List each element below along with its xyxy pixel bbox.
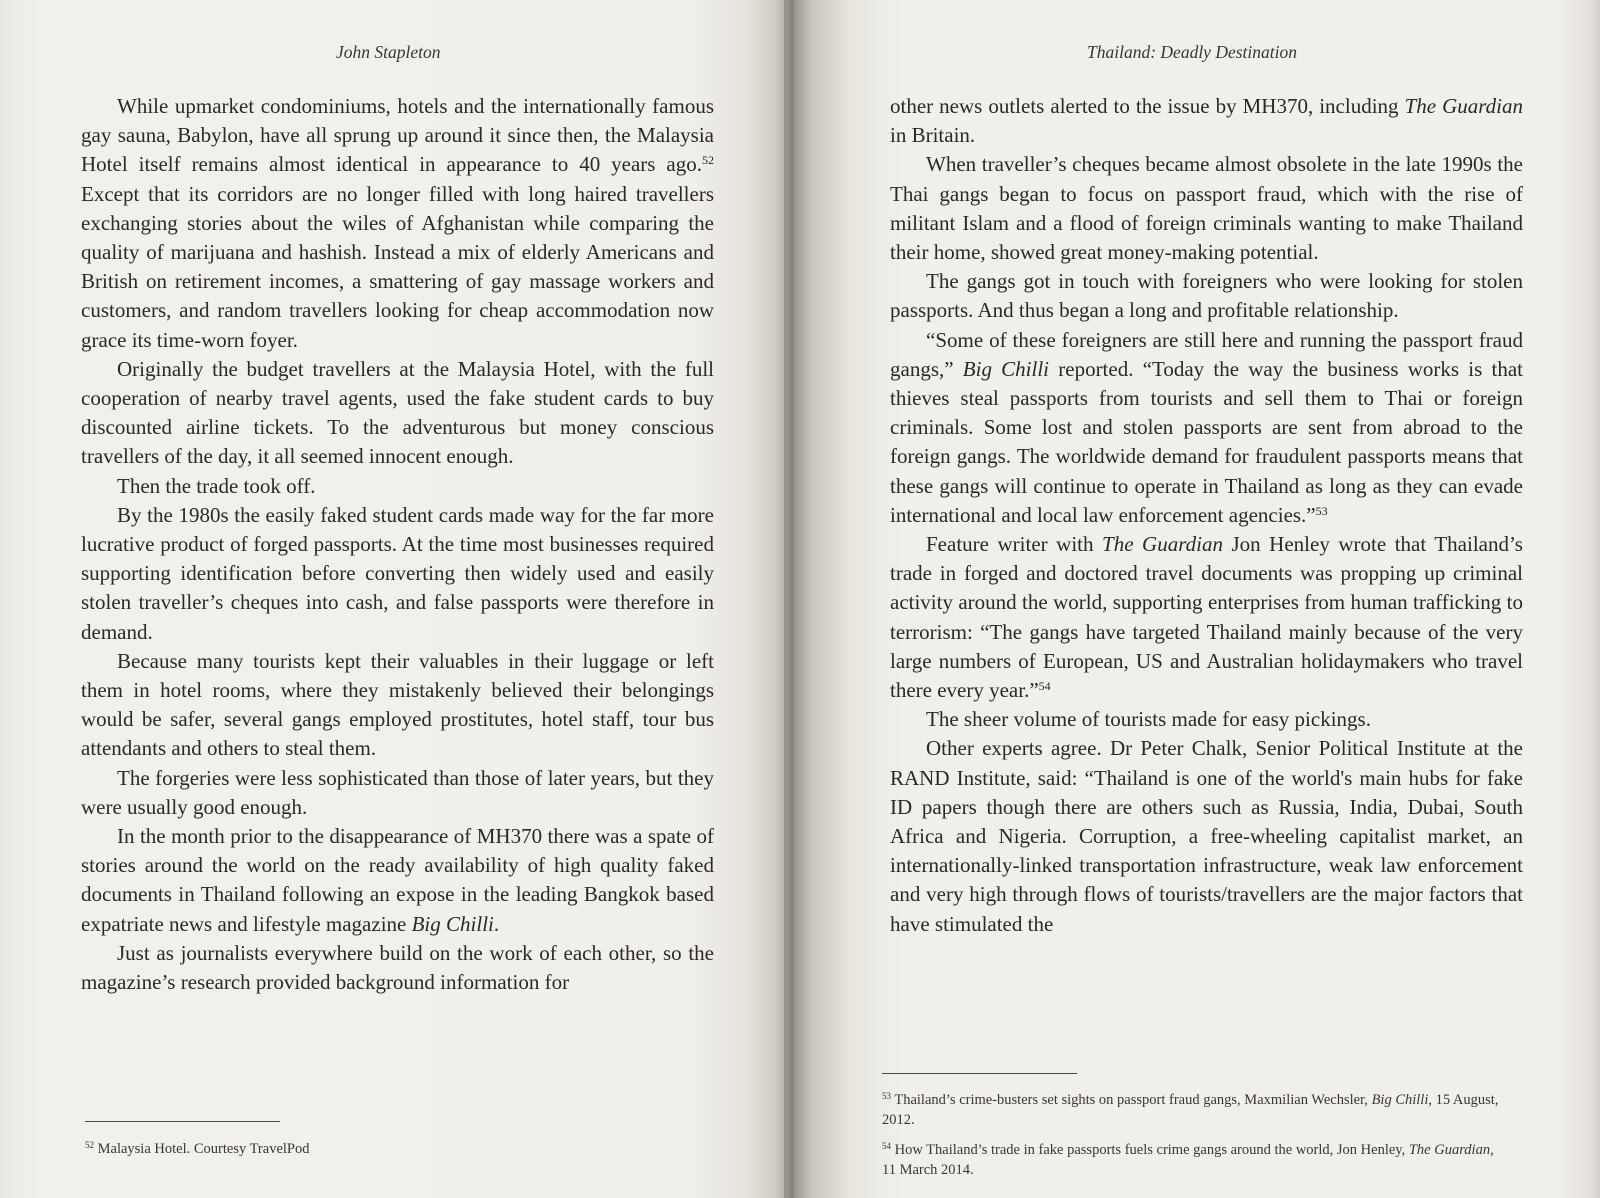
paragraph: Then the trade took off. [117,473,316,498]
running-head-title: Thailand: Deadly Destination [1087,42,1297,62]
paragraph: When traveller’s cheques became almost obsolete in the late 1990s the Thai gangs began to focus on passport fraud, which with the rise of militant Islam and a flood of foreign criminals wanting to make Thailand their home, showed great money-making potential. [890,152,1523,265]
paragraph: The forgeries were less sophisticated than those of later years, but they were usually good enough. [81,765,714,819]
paragraph: Other experts agree. Dr Peter Chalk, Senior Political Institute at the RAND Institute, said: “Thailand is one of the world's main hubs for fake ID papers though there are others such as Russia, India, Dubai, South Africa and Nigeria. Corruption, a free-wheeling capitalist market, an internationally-linked transportation infrastructure, weak law enforcement and very high through flows of tourists/travellers are the major factors that have stimulated the [890,736,1523,936]
publication-title: Big Chilli [962,356,1050,381]
right-page [790,0,1600,1198]
footnote: $^{53}$ Thailand’s crime-busters set sights on passport fraud gangs, Maxmilian Wechsler, Big Chilli, 15 August, 2012. [882,1091,1499,1128]
running-head-author: John Stapleton [336,42,441,62]
paragraph: While upmarket condominiums, hotels and the internationally famous gay sauna, Babylon, have all sprung up around it since then, the Malaysia Hotel itself remains almost identical in appearance to 40 years ago.$^{52}$ Except that its corridors are no longer filled with long haired travellers exchanging stories about the wiles of Afghanistan while comparing the quality of marijuana and hashish. Instead a mix of elderly Americans and British on retirement incomes, a smattering of gay massage workers and customers, and random travellers looking for cheap accommodation now grace its time-worn foyer. [81,94,714,352]
paragraph: In the month prior to the disappearance of MH370 there was a spate of stories around the world on the ready availability of high quality faked documents in Thailand following an expose in the leading Bangkok based expatriate news and lifestyle magazine Big Chilli. [81,824,714,936]
footnote-rule [882,1073,1077,1074]
paragraph: By the 1980s the easily faked student cards made way for the far more lucrative product of forged passports. At the time most businesses required supporting identification before converting then widely used and easily stolen traveller’s cheques into cash, and false passports were therefore in demand. [81,502,714,644]
footnote-ref: 54 [1038,679,1051,694]
paragraph: other news outlets alerted to the issue by MH370, including The Guardian in Britain. [890,94,1523,148]
left-page [0,0,790,1198]
paragraph: Feature writer with The Guardian Jon Henley wrote that Thailand’s trade in forged and doctored travel documents was propping up criminal activity around the world, supporting enterprises from human trafficking to terrorism: “The gangs have targeted Thailand mainly because of the very large numbers of European, US and Australian holidaymakers who travel there every year.”$^{54}$ [890,532,1523,703]
paragraph: The sheer volume of tourists made for easy pickings. [926,707,1371,732]
footnote: $^{54}$ How Thailand’s trade in fake passports fuels crime gangs around the world, Jon Henley, The Guardian, 11 March 2014. [882,1141,1494,1178]
paragraph: Because many tourists kept their valuables in their luggage or left them in hotel rooms, where they mistakenly believed their belongings would be safer, several gangs employed prostitutes, hotel staff, tour bus attendants and others to steal them. [81,648,714,761]
left-body-text [81,92,714,997]
publication-title: Big Chilli [411,911,494,936]
left-footnotes [85,1139,705,1169]
footnote: $^{52}$ Malaysia Hotel. Courtesy TravelPod [85,1140,310,1157]
right-body-text [890,92,1523,939]
footnote-ref: 53 [1315,503,1328,518]
paragraph: “Some of these foreigners are still here and running the passport fraud gangs,” Big Chilli reported. “Today the way the business works is that thieves steal passports from tourists and sell them to Thai or foreign criminals. Some lost and stolen passports are sent from abroad to the foreign gangs. The worldwide demand for fraudulent passports means that these gangs will continue to operate in Thailand as long as they can evade international and local law enforcement agencies.”$^{53}$ [890,327,1523,527]
paragraph: The gangs got in touch with foreigners who were looking for stolen passports. And thus began a long and profitable relationship. [890,269,1523,323]
footnote-rule [85,1121,280,1122]
paragraph: Just as journalists everywhere build on the work of each other, so the magazine’s research provided background information for [81,940,714,995]
publication-title: The Guardian [1404,94,1523,118]
footnote-ref: 52 [702,153,714,168]
publication-title: The Guardian [1102,532,1223,557]
book-gutter [784,0,794,1198]
paragraph: Originally the budget travellers at the Malaysia Hotel, with the full cooperation of nearby travel agents, used the fake student cards to buy discounted airline tickets. To the adventurous but money conscious travellers of the day, it all seemed innocent enough. [81,356,714,469]
right-footnotes [882,1090,1504,1190]
